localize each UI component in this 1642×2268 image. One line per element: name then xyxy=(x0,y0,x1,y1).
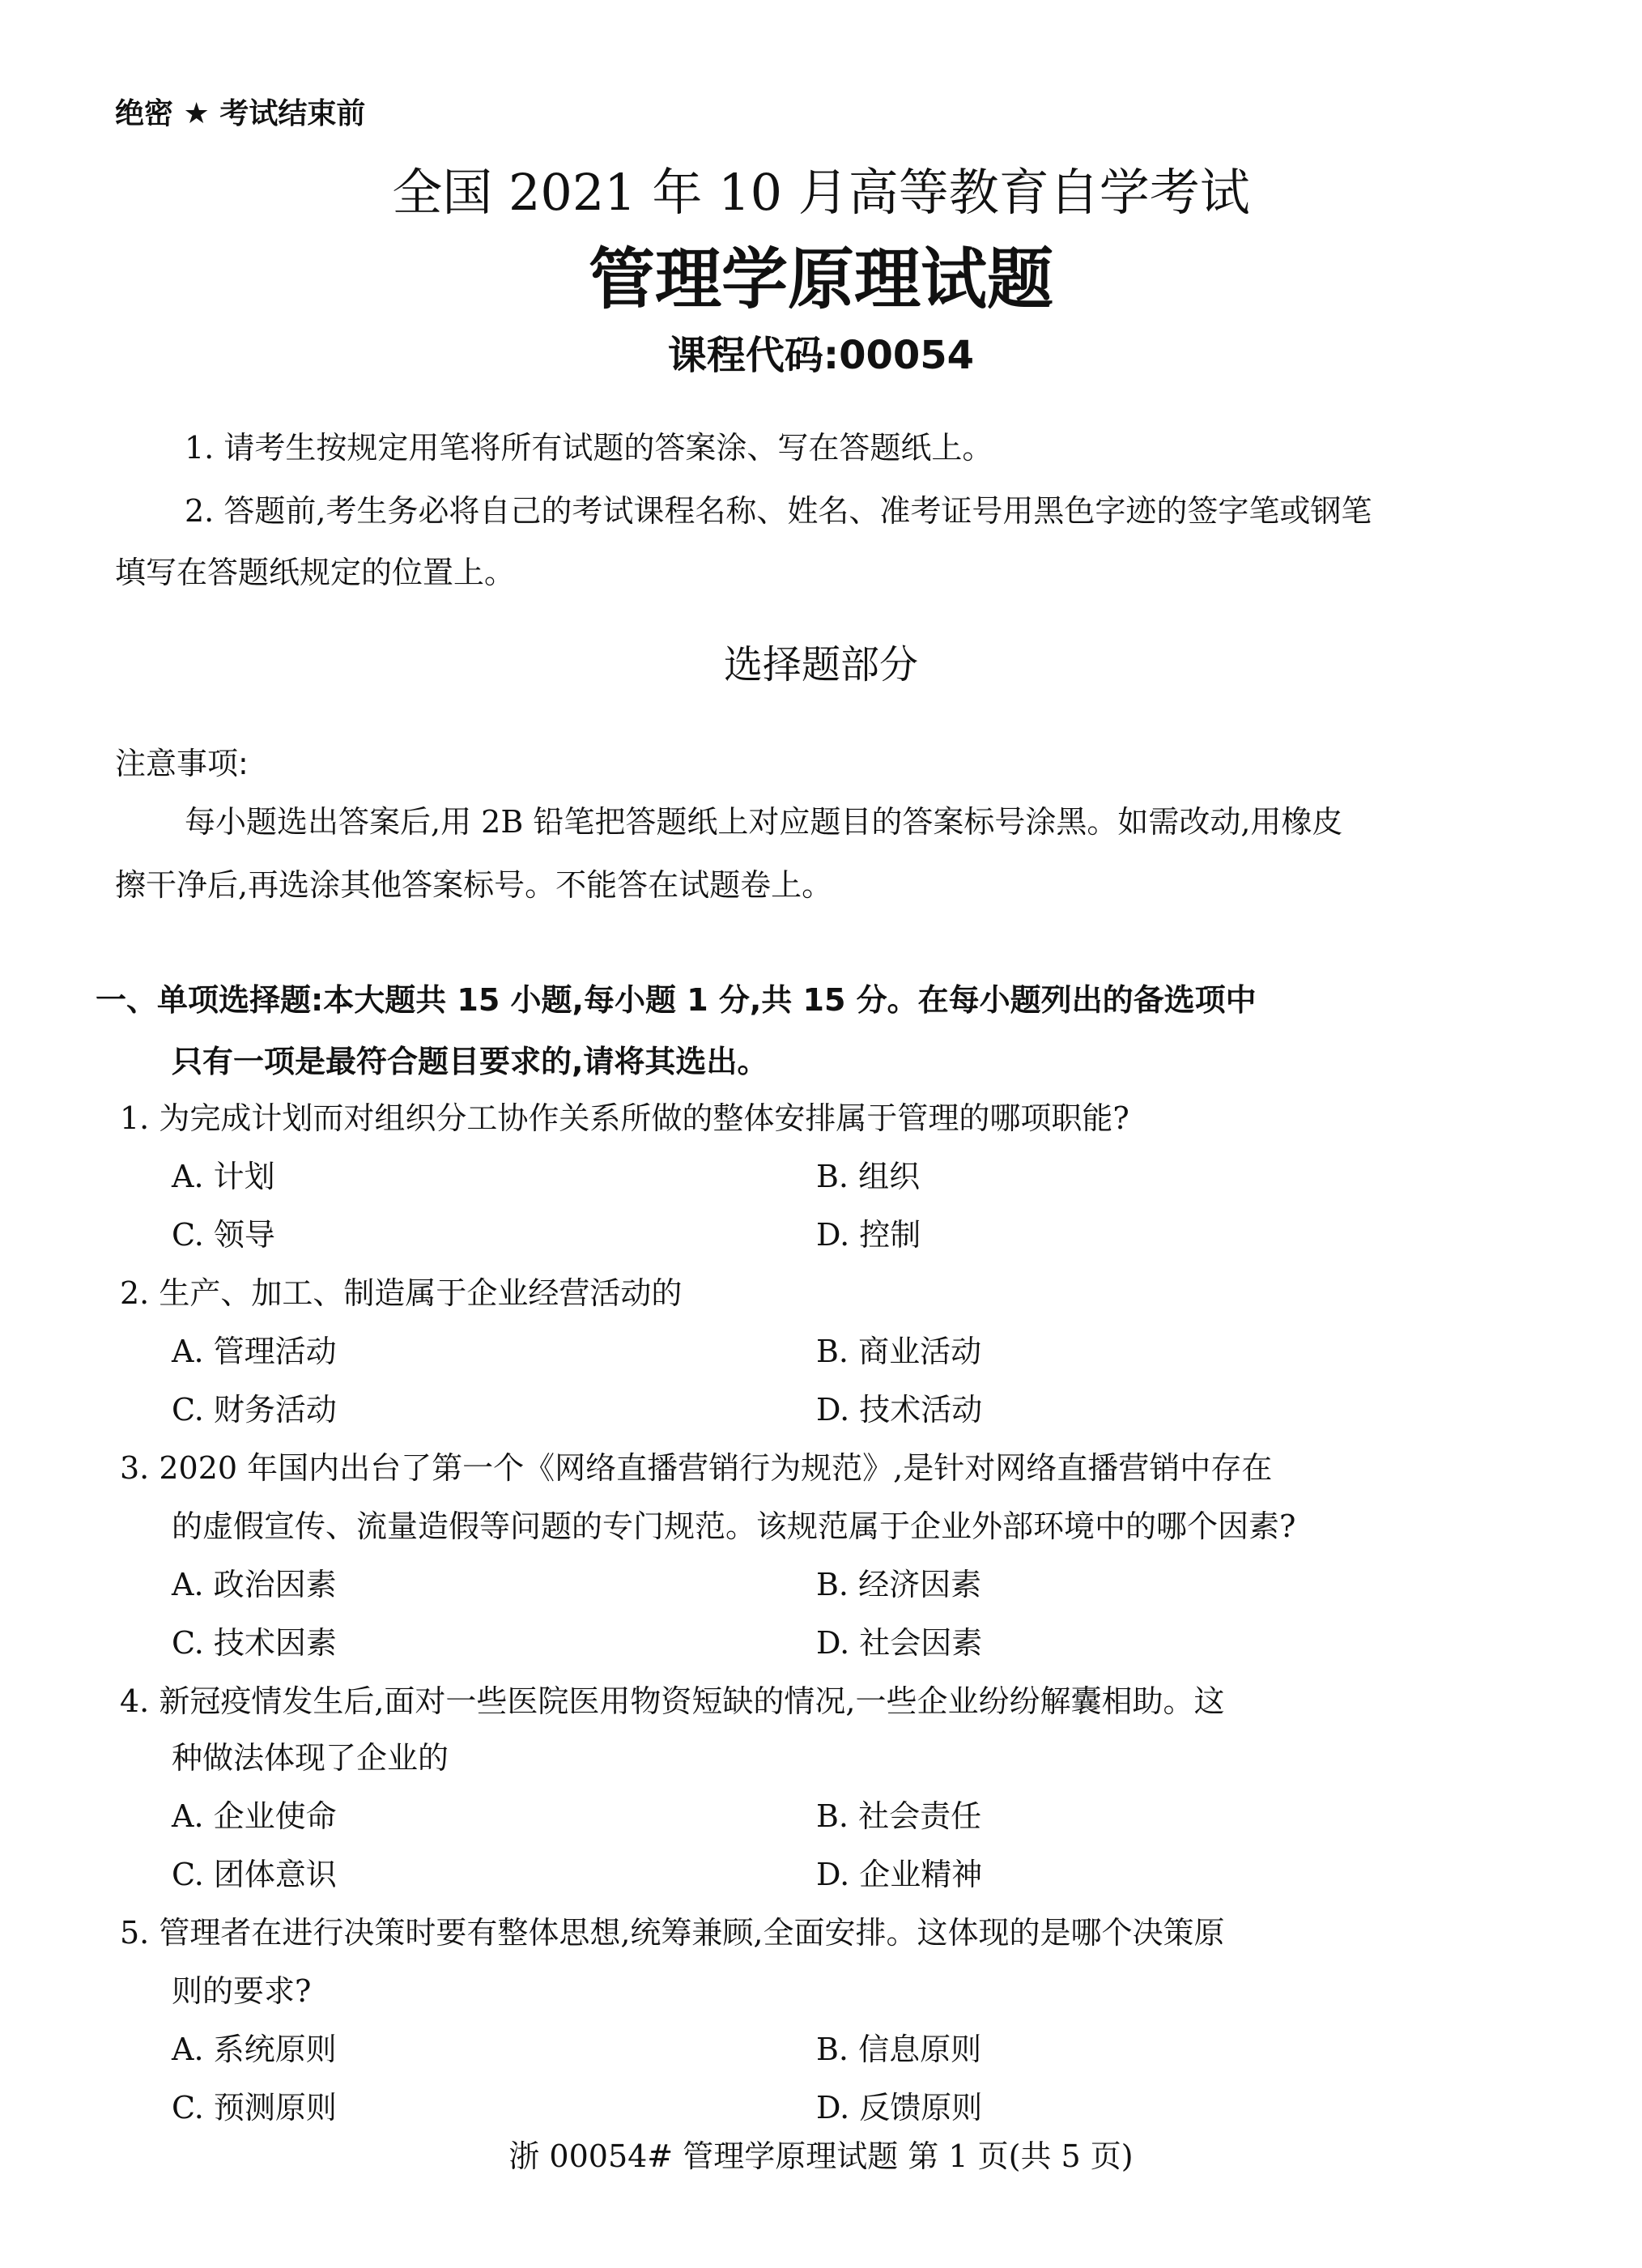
confidential-label: 绝密 ★ 考试结束前 xyxy=(115,97,366,130)
question-stem: 5. 管理者在进行决策时要有整体思想,统筹兼顾,全面安排。这体现的是哪个决策原 xyxy=(120,1915,1225,1951)
instruction-1: 1. 请考生按规定用笔将所有试题的答案涂、写在答题纸上。 xyxy=(185,430,993,466)
option-b: B. 商业活动 xyxy=(816,1334,982,1369)
part-heading: 一、单项选择题:本大题共 15 小题,每小题 1 分,共 15 分。在每小题列出的备选项中 xyxy=(96,982,1257,1018)
notes-text-continued: 擦干净后,再选涂其他答案标号。不能答在试题卷上。 xyxy=(115,867,833,903)
question-stem-continued: 则的要求? xyxy=(172,1973,312,2009)
part-heading-continued: 只有一项是最符合题目要求的,请将其选出。 xyxy=(172,1044,768,1079)
option-a: A. 政治因素 xyxy=(172,1567,337,1602)
option-a: A. 企业使命 xyxy=(172,1798,337,1834)
option-d: D. 社会因素 xyxy=(816,1625,983,1661)
option-c: C. 预测原则 xyxy=(172,2090,337,2125)
option-b: B. 信息原则 xyxy=(816,2032,982,2067)
question-stem: 1. 为完成计划而对组织分工协作关系所做的整体安排属于管理的哪项职能? xyxy=(120,1100,1129,1136)
instruction-2: 2. 答题前,考生务必将自己的考试课程名称、姓名、准考证号用黑色字迹的签字笔或钢笔 xyxy=(185,493,1372,529)
option-d: D. 控制 xyxy=(816,1217,921,1253)
notes-label: 注意事项: xyxy=(115,746,249,781)
question-stem-continued: 种做法体现了企业的 xyxy=(172,1740,449,1776)
question-stem: 2. 生产、加工、制造属于企业经营活动的 xyxy=(120,1275,683,1311)
option-a: A. 系统原则 xyxy=(172,2032,337,2067)
option-a: A. 管理活动 xyxy=(172,1334,337,1369)
question-stem: 4. 新冠疫情发生后,面对一些医院医用物资短缺的情况,一些企业纷纷解囊相助。这 xyxy=(120,1683,1225,1719)
question-stem-continued: 的虚假宣传、流量造假等问题的专门规范。该规范属于企业外部环境中的哪个因素? xyxy=(172,1508,1296,1544)
option-d: D. 企业精神 xyxy=(816,1857,983,1892)
page-footer: 浙 00054# 管理学原理试题 第 1 页(共 5 页) xyxy=(508,2138,1134,2174)
section-title: 选择题部分 xyxy=(723,642,918,687)
option-a: A. 计划 xyxy=(172,1159,275,1194)
option-d: D. 技术活动 xyxy=(816,1392,983,1428)
option-c: C. 领导 xyxy=(172,1217,275,1253)
option-c: C. 财务活动 xyxy=(172,1392,337,1428)
option-b: B. 社会责任 xyxy=(816,1798,982,1834)
question-stem: 3. 2020 年国内出台了第一个《网络直播营销行为规范》,是针对网络直播营销中存在 xyxy=(120,1450,1273,1486)
option-b: B. 组织 xyxy=(816,1159,921,1194)
subject-title: 管理学原理试题 xyxy=(588,241,1053,318)
course-code: 课程代码:00054 xyxy=(667,333,975,378)
option-b: B. 经济因素 xyxy=(816,1567,982,1602)
notes-text: 每小题选出答案后,用 2B 铅笔把答题纸上对应题目的答案标号涂黑。如需改动,用橡皮 xyxy=(185,804,1343,840)
option-c: C. 技术因素 xyxy=(172,1625,337,1661)
instruction-2-continued: 填写在答题纸规定的位置上。 xyxy=(115,555,516,590)
option-d: D. 反馈原则 xyxy=(816,2090,983,2125)
option-c: C. 团体意识 xyxy=(172,1857,337,1892)
exam-title: 全国 2021 年 10 月高等教育自学考试 xyxy=(392,163,1250,222)
